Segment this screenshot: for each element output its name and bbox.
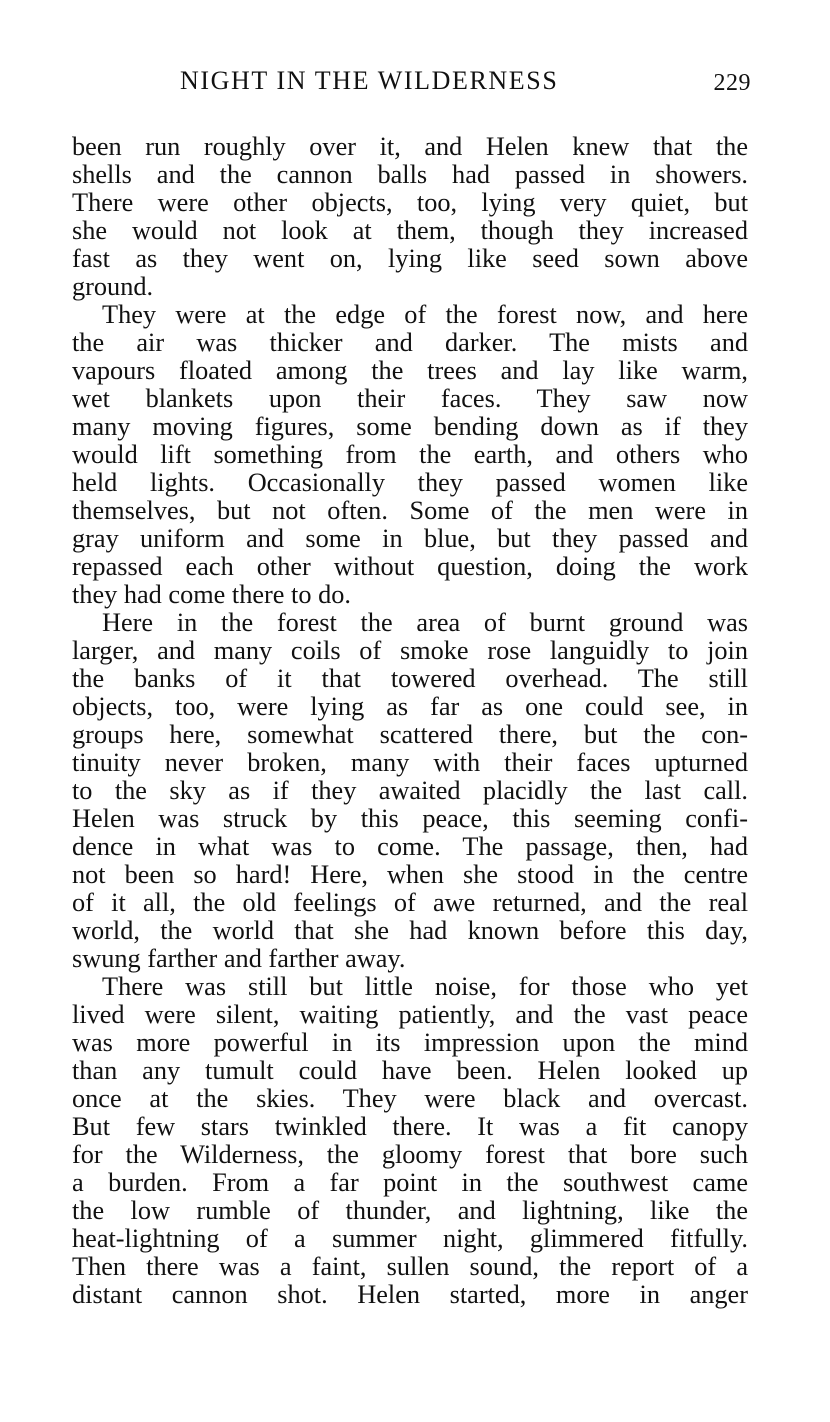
page-number: 229 [713, 70, 751, 96]
text-line: objects, too, were lying as far as one could see, in [72, 693, 748, 721]
text-line: the banks of it that towered overhead. The still [72, 665, 748, 693]
text-line: shells and the cannon balls had passed in showers. [72, 161, 748, 189]
text-line: repassed each other without question, doing the work [72, 553, 748, 581]
text-line: a burden. From a far point in the southwest came [72, 1169, 748, 1197]
text-line: the low rumble of thunder, and lightning, like the [72, 1197, 748, 1225]
text-line: not been so hard! Here, when she stood in the centre [72, 861, 748, 889]
text-line: groups here, somewhat scattered there, but the con- [72, 721, 748, 749]
text-line: But few stars twinkled there. It was a fit canopy [72, 1113, 748, 1141]
text-line: fast as they went on, lying like seed sown above [72, 245, 748, 273]
text-line: Helen was struck by this peace, this seeming confi- [72, 805, 748, 833]
text-line: for the Wilderness, the gloomy forest that bore such [72, 1141, 748, 1169]
text-line: once at the skies. They were black and overcast. [72, 1085, 748, 1113]
running-title: NIGHT IN THE WILDERNESS [180, 66, 559, 95]
text-line: Here in the forest the area of burnt ground was [102, 609, 748, 637]
text-line: ground. [72, 273, 154, 301]
text-line: tinuity never broken, many with their faces upturned [72, 749, 748, 777]
text-line: There was still but little noise, for those who yet [102, 973, 748, 1001]
text-line: dence in what was to come. The passage, then, had [72, 833, 748, 861]
text-line: many moving figures, some bending down as if they [72, 413, 748, 441]
text-line: vapours floated among the trees and lay like warm, [72, 357, 748, 385]
text-line: wet blankets upon their faces. They saw now [72, 385, 748, 413]
text-line: There were other objects, too, lying very quiet, but [72, 189, 748, 217]
text-line: held lights. Occasionally they passed women like [72, 469, 748, 497]
text-line: than any tumult could have been. Helen looked up [72, 1057, 748, 1085]
text-line: was more powerful in its impression upon the mind [72, 1029, 748, 1057]
text-line: heat-lightning of a summer night, glimmered fitfully. [72, 1225, 748, 1253]
text-line: They were at the edge of the forest now, and here [102, 301, 748, 329]
body-text [72, 133, 748, 1309]
text-line: she would not look at them, though they increased [72, 217, 748, 245]
text-line: world, the world that she had known before this day, [72, 917, 748, 945]
text-line: larger, and many coils of smoke rose languidly to join [72, 637, 748, 665]
text-line: lived were silent, waiting patiently, and the vast peace [72, 1001, 748, 1029]
page-header [72, 66, 755, 102]
text-line: to the sky as if they awaited placidly the last call. [72, 777, 748, 805]
text-line: Then there was a faint, sullen sound, the report of a [72, 1253, 748, 1281]
text-line: swung farther and farther away. [72, 945, 406, 973]
text-line: themselves, but not often. Some of the men were in [72, 497, 748, 525]
text-line: distant cannon shot. Helen started, more in anger [72, 1281, 748, 1309]
text-line: been run roughly over it, and Helen knew that the [72, 133, 748, 161]
text-line: would lift something from the earth, and others who [72, 441, 748, 469]
text-line: gray uniform and some in blue, but they passed and [72, 525, 748, 553]
text-line: the air was thicker and darker. The mists and [72, 329, 748, 357]
text-line: of it all, the old feelings of awe returned, and the real [72, 889, 748, 917]
text-line: they had come there to do. [72, 581, 351, 609]
